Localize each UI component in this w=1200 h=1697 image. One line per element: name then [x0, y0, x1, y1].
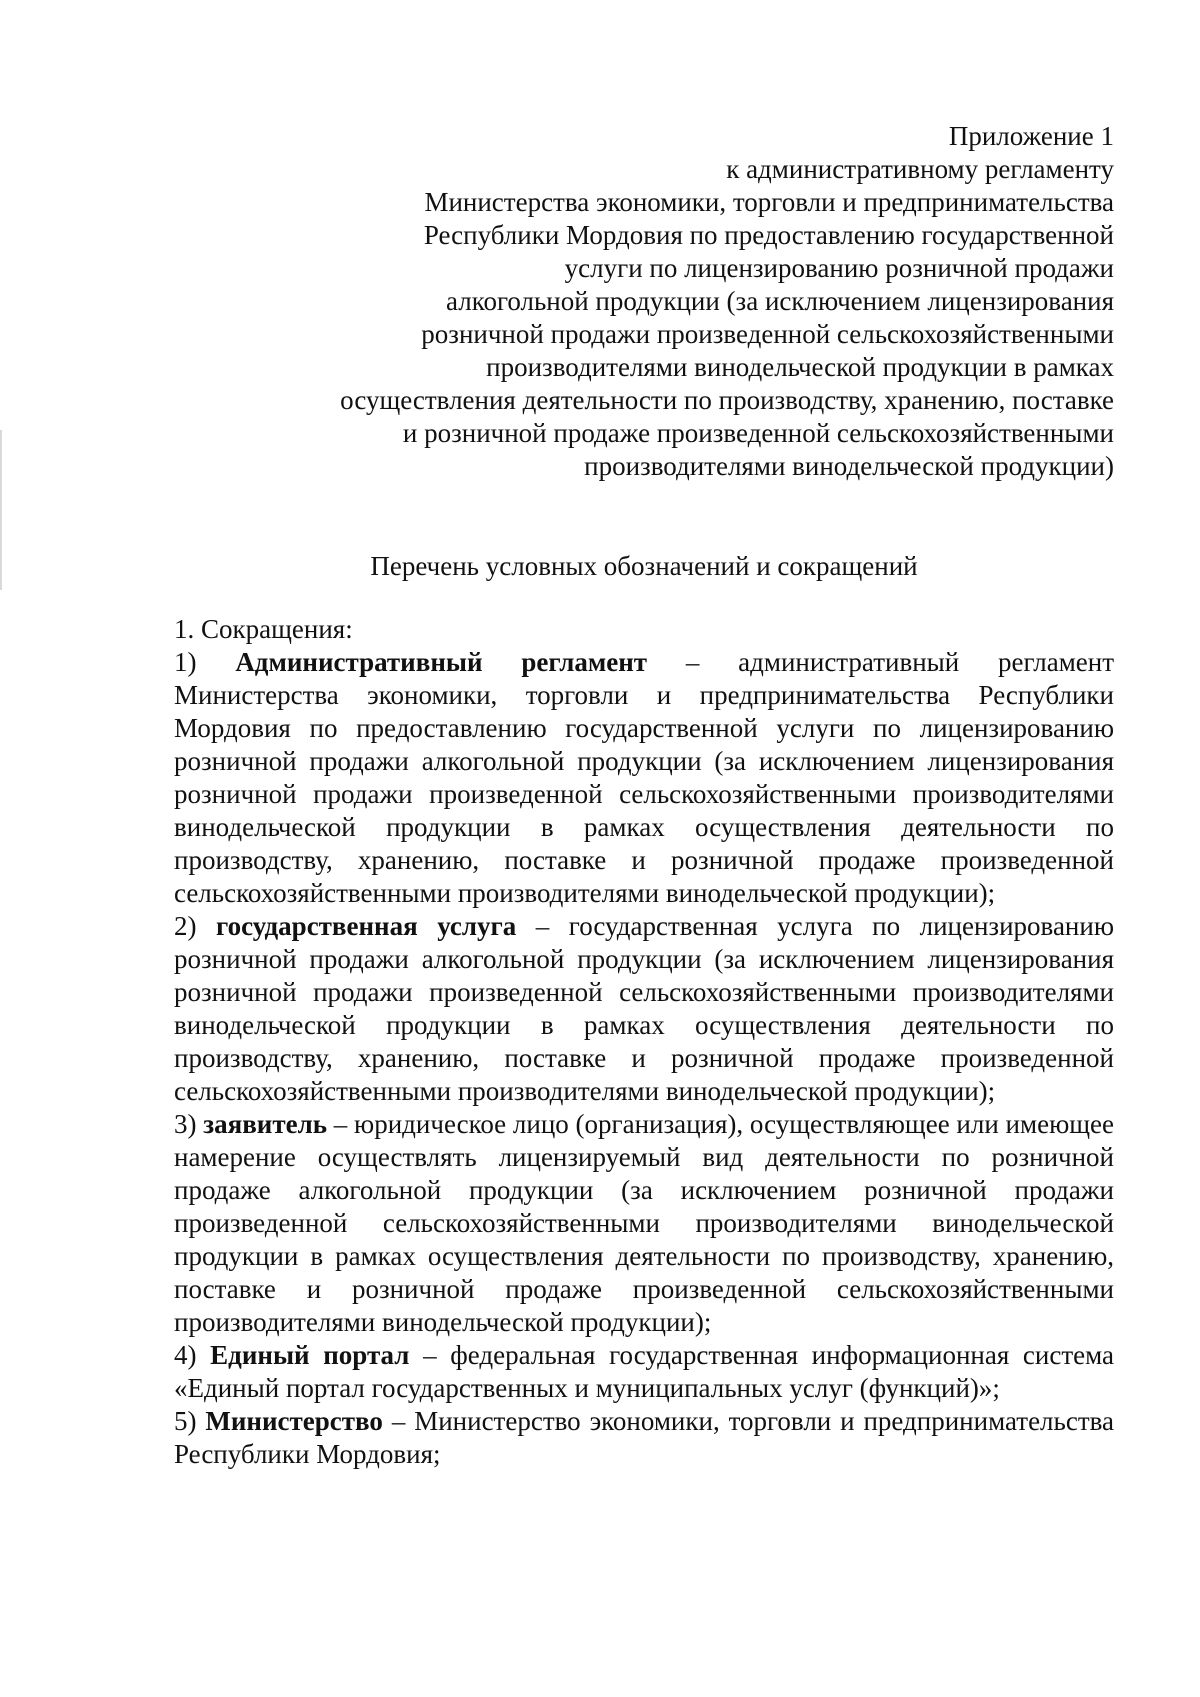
appendix-header-line: производителями винодельческой продукции): [584, 451, 1114, 481]
definition-term: заявитель: [203, 1109, 328, 1139]
definition-number: 4): [174, 1340, 197, 1370]
document-title: Перечень условных обозначений и сокращений: [370, 551, 918, 581]
definition-text: – государственная услуга по лицензированию розничной продажи алкогольной продукции (за исключением лицензирования розничной продажи произведенной сельскохозяйственными производителями винодельческой продукции в рамках осуществления деятельности по производству, хранению, поставке и розничной продаже произведенной сельскохозяйственными производителями винодельческой продукции);: [174, 911, 1114, 1106]
appendix-header: [254, 120, 1114, 483]
definition-item: [174, 910, 1114, 1108]
appendix-header-line: Министерства экономики, торговли и предпринимательства: [424, 187, 1114, 217]
appendix-header-line: услуги по лицензированию розничной продажи: [564, 253, 1114, 283]
definition-number: 2): [174, 911, 197, 941]
section-heading: 1. Сокращения:: [174, 614, 353, 644]
definition-number: 3): [174, 1109, 197, 1139]
definition-text: – Министерство экономики, торговли и предпринимательства Республики Мордовия;: [174, 1406, 1114, 1469]
definition-term: Административный регламент: [235, 647, 648, 677]
appendix-header-line: осуществления деятельности по производству, хранению, поставке: [340, 385, 1114, 415]
definition-item: [174, 1108, 1114, 1339]
scan-edge-mark: [0, 430, 2, 590]
definition-term: Единый портал: [210, 1340, 410, 1370]
definition-number: 1): [174, 647, 197, 677]
appendix-header-line: и розничной продаже произведенной сельскохозяйственными: [402, 418, 1114, 448]
definition-number: 5): [174, 1406, 197, 1436]
appendix-header-line: алкогольной продукции (за исключением лицензирования: [446, 286, 1114, 316]
appendix-header-line: производителями винодельческой продукции в рамках: [486, 352, 1114, 382]
definition-item: [174, 1339, 1114, 1405]
abbreviations-section: [174, 613, 1114, 1471]
definition-term: государственная услуга: [216, 911, 517, 941]
definition-text: – юридическое лицо (организация), осуществляющее или имеющее намерение осуществлять лицензируемый вид деятельности по розничной продаже алкогольной продукции (за исключением розничной продажи произведенной сельскохозяйственными производителями винодельческой продукции в рамках осуществления деятельности по производству, хранению, поставке и розничной продаже произведенной сельскохозяйственными производителями винодельческой продукции);: [174, 1109, 1115, 1337]
definition-item: [174, 1405, 1114, 1471]
definition-item: [174, 646, 1114, 910]
appendix-header-line: розничной продажи произведенной сельскохозяйственными: [421, 319, 1114, 349]
appendix-header-line: Приложение 1: [948, 121, 1114, 151]
definition-term: Министерство: [205, 1406, 383, 1436]
appendix-header-line: к административному регламенту: [726, 154, 1114, 184]
appendix-header-line: Республики Мордовия по предоставлению государственной: [423, 220, 1114, 250]
definition-text: – федеральная государственная информационная система «Единый портал государственных и муниципальных услуг (функций)»;: [174, 1340, 1114, 1403]
definition-text: – административный регламент Министерства экономики, торговли и предпринимательства Республики Мордовия по предоставлению государственной услуги по лицензированию розничной продажи алкогольной продукции (за исключением лицензирования розничной продажи произведенной сельскохозяйственными производителями винодельческой продукции в рамках осуществления деятельности по производству, хранению, поставке и розничной продаже произведенной сельскохозяйственными производителями винодельческой продукции);: [174, 647, 1115, 908]
